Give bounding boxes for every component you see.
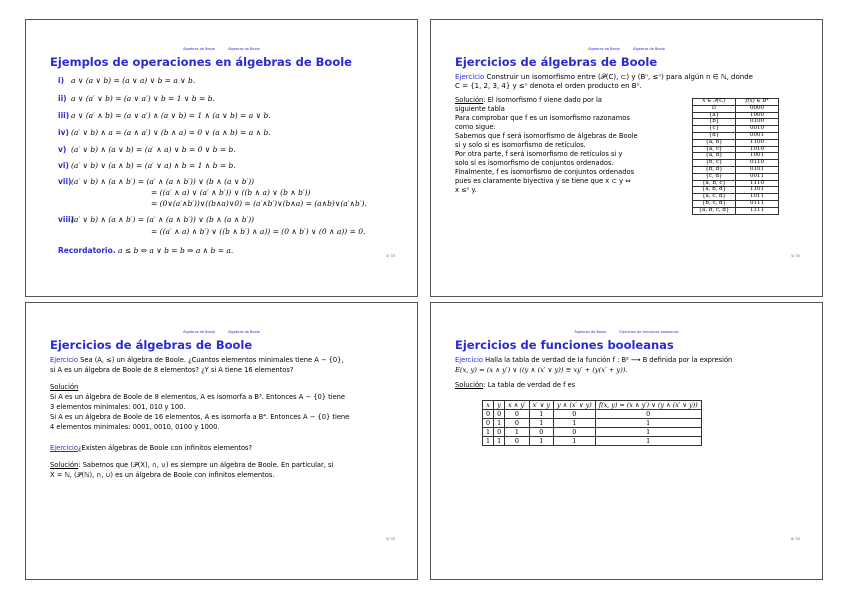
slide-title: Ejercicios de funciones booleanas <box>455 338 674 352</box>
table-row <box>693 119 779 126</box>
solution-line <box>50 461 333 470</box>
table-row <box>693 105 779 112</box>
table-header-cell: y <box>494 401 505 410</box>
slide-funciones-booleanas <box>430 302 823 580</box>
list-item <box>58 161 236 170</box>
solution-line <box>455 381 575 389</box>
item-formula: (a′ ∨ b) ∧ (a ∧ b′) = (a′ ∧ (a ∧ b′)) ∨ (b ∧ (a ∨ b′)) <box>71 177 255 186</box>
table-cell: 0 <box>505 419 529 428</box>
solution-label: Solución <box>455 96 484 104</box>
table-cell: 1 <box>529 419 553 428</box>
table-cell: {a} <box>693 112 736 119</box>
solution-line: 4 elementos minimales: 0001, 0010, 0100 y 1000. <box>50 423 220 431</box>
table-cell: 0 <box>494 428 505 437</box>
exercise-label: Ejercicio <box>455 356 483 364</box>
table-cell: 0 <box>553 410 595 419</box>
table-cell: ∅ <box>693 105 736 112</box>
exercise-label: Ejercicio <box>455 73 485 81</box>
list-item <box>58 145 236 154</box>
table-cell: 1 <box>595 437 701 446</box>
table-cell: 0 <box>505 437 529 446</box>
list-item <box>58 111 271 120</box>
table-header-cell: x ∈ 𝒫(C) <box>693 99 736 106</box>
list-item <box>58 76 195 85</box>
solution-line: Si A es un álgebra de Boole de 16 elementos, A es isomorfa a B⁴. Entonces A − {0} tiene <box>50 413 350 421</box>
exercise-line: si A es un álgebra de Boole de 8 elementos? ¿Y si A tiene 16 elementos? <box>50 366 294 374</box>
page-number: 3/ 33 <box>386 254 395 258</box>
table-cell: 0011 <box>736 173 779 180</box>
table-cell: {a, c, d} <box>693 194 736 201</box>
table-cell: 1100 <box>736 139 779 146</box>
recordatorio <box>58 246 233 255</box>
solution-line: X = ℕ, (𝒫(ℕ), ∩, ∪) es un álgebra de Boole con infinitos elementos. <box>50 471 275 479</box>
exercise-label: Ejercicio <box>50 356 78 364</box>
exercise-line <box>50 444 252 452</box>
table-cell: 1 <box>595 428 701 437</box>
list-item <box>58 215 254 224</box>
table-cell: 1011 <box>736 194 779 201</box>
table-cell: {a, c} <box>693 146 736 153</box>
table-cell: {b, c} <box>693 160 736 167</box>
recordatorio-label: Recordatorio. <box>58 246 116 255</box>
table-cell: 1001 <box>736 153 779 160</box>
exercise-text: ¿Existen álgebras de Boole con infinitos elementos? <box>77 444 253 452</box>
item-label: vii) <box>58 177 72 186</box>
item-formula: (a′ ∨ b) ∧ (a ∧ b′) = (a′ ∧ (a ∧ b′)) ∨ (b ∧ (a ∧ b′)) <box>71 215 255 224</box>
table-row <box>483 419 702 428</box>
table-cell: 1110 <box>736 180 779 187</box>
table-cell: 0010 <box>736 126 779 133</box>
table-cell: 0111 <box>736 200 779 207</box>
solution-line: Si A es un álgebra de Boole de 8 elementos, A es isomorfa a B³. Entonces A − {0} tiene <box>50 393 346 401</box>
table-cell: 0001 <box>736 132 779 139</box>
item-label: i) <box>58 76 64 85</box>
table-header-cell: f(x, y) = (x ∧ y′) ∨ (y ∧ (x′ ∨ y)) <box>595 401 701 410</box>
table-cell: {a, b, c, d} <box>693 207 736 214</box>
table-cell: 0 <box>595 410 701 419</box>
table-header-cell: x′ ∨ y <box>529 401 553 410</box>
item-label: iv) <box>58 128 69 137</box>
table-header-cell: x ∧ y′ <box>505 401 529 410</box>
exercise-line: C = {1, 2, 3, 4} y ≤ⁿ denota el orden producto en Bⁿ. <box>455 82 642 90</box>
page-number: 6/ 33 <box>791 537 800 541</box>
table-row <box>693 126 779 133</box>
item-label: ii) <box>58 94 67 103</box>
solution-line: siguiente tabla <box>455 105 505 113</box>
table-cell: 1 <box>529 410 553 419</box>
exercise-text: Halla la tabla de verdad de la función f : B² ⟶ B definida por la expresión <box>485 356 733 364</box>
list-item <box>58 177 254 186</box>
solution-line: si y solo si es isomorfismo de retículos. <box>455 141 586 149</box>
exercise-text: Sea (A, ≤) un álgebra de Boole. ¿Cuantos elementos minimales tiene A − {0}, <box>80 356 344 364</box>
table-row <box>483 428 702 437</box>
slide-header <box>431 330 822 334</box>
table-header-row <box>693 99 779 106</box>
item-formula: a ∨ (a ∨ b) = (a ∨ a) ∨ b = a ∨ b. <box>71 76 196 85</box>
list-item <box>58 94 215 103</box>
table-row <box>693 112 779 119</box>
header-left: Álgebras de Boole <box>588 47 620 51</box>
table-cell: {b, c, d} <box>693 200 736 207</box>
solution-text: : La tabla de verdad de f es <box>483 381 576 389</box>
table-cell: 0110 <box>736 160 779 167</box>
table-cell: 0 <box>494 410 505 419</box>
table-cell: 1101 <box>736 187 779 194</box>
exercise-line: E(x, y) = (x ∧ y′) ∨ ((y ∧ (x′ ∨ y)) ≡ xy′ + (y(x′ + y)). <box>455 366 628 374</box>
table-cell: 1000 <box>736 112 779 119</box>
table-cell: 1 <box>553 419 595 428</box>
solution-label: Solución <box>455 381 484 389</box>
item-label: vi) <box>58 161 69 170</box>
table-cell: 0 <box>529 428 553 437</box>
exercise-line <box>455 356 732 364</box>
slide-header <box>431 47 822 51</box>
item-label: v) <box>58 145 67 154</box>
formula-continuation: = ((a′ ∧ a) ∧ b′) ∨ ((b ∧ b′) ∧ a)) = (0 ∧ b′) ∨ (0 ∧ a)) = 0. <box>151 227 366 236</box>
item-formula: a ∨ (a′ ∨ b) = (a ∨ a′) ∨ b = 1 ∨ b = b. <box>71 94 215 103</box>
item-formula: a ∨ (a′ ∧ b) = (a ∨ a′) ∧ (a ∨ b) = 1 ∧ (a ∨ b) = a ∨ b. <box>71 111 271 120</box>
header-left: Álgebras de Boole <box>183 330 215 334</box>
header-right: Álgebras de Boole <box>633 47 665 51</box>
solution-line: Sabemos que f será isomorfismo de álgebras de Boole <box>455 132 638 140</box>
table-cell: 0101 <box>736 166 779 173</box>
header-left: Álgebras de Boole <box>574 330 607 334</box>
table-cell: 0 <box>553 428 595 437</box>
exercise-line <box>50 356 344 364</box>
table-header-cell: x <box>483 401 494 410</box>
table-cell: {a, b, c} <box>693 180 736 187</box>
table-cell: 1 <box>595 419 701 428</box>
table-cell: 0100 <box>736 119 779 126</box>
isomorphism-table <box>692 98 779 215</box>
slide-ejemplos-operaciones <box>25 19 418 297</box>
table-cell: 1 <box>553 437 595 446</box>
formula-continuation: = (0∨(a′∧b′))∨((b∧a)∨0) = (a′∧b′)∨(b∧a) = (a∧b)∨(a′∧b′). <box>151 199 367 208</box>
table-cell: 1 <box>483 437 494 446</box>
table-cell: {a, d} <box>693 153 736 160</box>
solution-label: Solución <box>50 383 79 391</box>
exercise-line <box>455 73 753 82</box>
item-label: iii) <box>58 111 70 120</box>
formula-continuation: = ((a′ ∧ a) ∨ (a′ ∧ b′)) ∨ ((b ∧ a) ∨ (b ∧ b′)) <box>151 188 311 197</box>
table-header-row <box>483 401 702 410</box>
table-cell: 1 <box>494 419 505 428</box>
table-header-cell: f(x) ∈ B⁴ <box>736 99 779 106</box>
solution-line <box>455 96 602 104</box>
table-cell: 0 <box>505 410 529 419</box>
table-cell: 1111 <box>736 207 779 214</box>
table-cell: {c, d} <box>693 173 736 180</box>
table-cell: 0 <box>483 410 494 419</box>
slide-header <box>26 47 417 51</box>
table-cell: 1 <box>494 437 505 446</box>
item-formula: (a′ ∨ b) ∧ a = (a ∧ a′) ∨ (b ∧ a) = 0 ∨ (a ∧ b) = a ∧ b. <box>71 128 271 137</box>
table-cell: {a, b} <box>693 139 736 146</box>
solution-label: Solución <box>50 461 79 469</box>
table-cell: {a, b, d} <box>693 187 736 194</box>
table-cell: {d} <box>693 132 736 139</box>
slide-header <box>26 330 417 334</box>
slide-title: Ejercicios de álgebras de Boole <box>455 55 658 69</box>
header-right: Álgebras de Boole <box>228 330 260 334</box>
solution-line: solo si es isomorfismo de conjuntos ordenados. <box>455 159 614 167</box>
table-row <box>483 437 702 446</box>
exercise-text: Construir un isomorfismo entre (𝒫(C), ⊂) y (Bⁿ, ≤ⁿ) para algún n ∈ ℕ, donde <box>486 73 753 81</box>
table-cell: {b} <box>693 119 736 126</box>
table-cell: 0000 <box>736 105 779 112</box>
solution-line: pues es claramente biyectiva y se tiene que x ⊂ y ⇔ <box>455 177 631 185</box>
solution-text: : El isomorfismo f viene dado por la <box>483 96 602 104</box>
exercise-label: Ejercicio <box>50 444 78 452</box>
list-item <box>58 128 271 137</box>
table-row <box>483 410 702 419</box>
page-number: 5/ 33 <box>791 254 800 258</box>
solution-line: 3 elementos minimales: 001, 010 y 100. <box>50 403 186 411</box>
truth-table <box>482 400 702 446</box>
table-row <box>693 207 779 214</box>
header-right: Álgebras de Boole <box>228 47 260 51</box>
solution-line: Finalmente, f es isomorfismo de conjuntos ordenados <box>455 168 635 176</box>
solution-line: como sigue: <box>455 123 496 131</box>
table-header-cell: y ∧ (x′ ∨ y) <box>553 401 595 410</box>
slide-ejercicios-algebras-1 <box>430 19 823 297</box>
slide-title: Ejercicios de álgebras de Boole <box>50 338 253 352</box>
recordatorio-formula: a ≤ b ⇔ a ∨ b = b ⇔ a ∧ b = a. <box>118 246 234 255</box>
page-number: 5/ 33 <box>386 537 395 541</box>
header-right: Ejercicios de funciones booleanas <box>619 330 679 334</box>
table-cell: {c} <box>693 126 736 133</box>
item-formula: (a′ ∨ b) ∧ (a ∨ b) = (a′ ∧ a) ∨ b = 0 ∨ b = b. <box>71 145 236 154</box>
table-cell: 0 <box>483 419 494 428</box>
table-cell: {b, d} <box>693 166 736 173</box>
solution-text: : Sabemos que (𝒫(X), ∩, ∪) es siempre un álgebra de Boole. En particular, si <box>78 461 334 469</box>
item-label: viii) <box>58 215 75 224</box>
item-formula: (a′ ∨ b) ∨ (a ∧ b) = (a′ ∨ a) ∧ b = 1 ∧ b = b. <box>71 161 236 170</box>
header-left: Álgebras de Boole <box>183 47 215 51</box>
slide-title: Ejemplos de operaciones en álgebras de Boole <box>50 55 352 69</box>
table-cell: 1 <box>505 428 529 437</box>
solution-line: Por otra parte, f será isomorfismo de retículos si y <box>455 150 623 158</box>
table-cell: 1010 <box>736 146 779 153</box>
table-cell: 1 <box>529 437 553 446</box>
table-cell: 1 <box>483 428 494 437</box>
slide-ejercicios-algebras-2 <box>25 302 418 580</box>
solution-line: Para comprobar que f es un isomorfismo razonamos <box>455 114 630 122</box>
solution-line: x ≤ⁿ y. <box>455 186 477 194</box>
